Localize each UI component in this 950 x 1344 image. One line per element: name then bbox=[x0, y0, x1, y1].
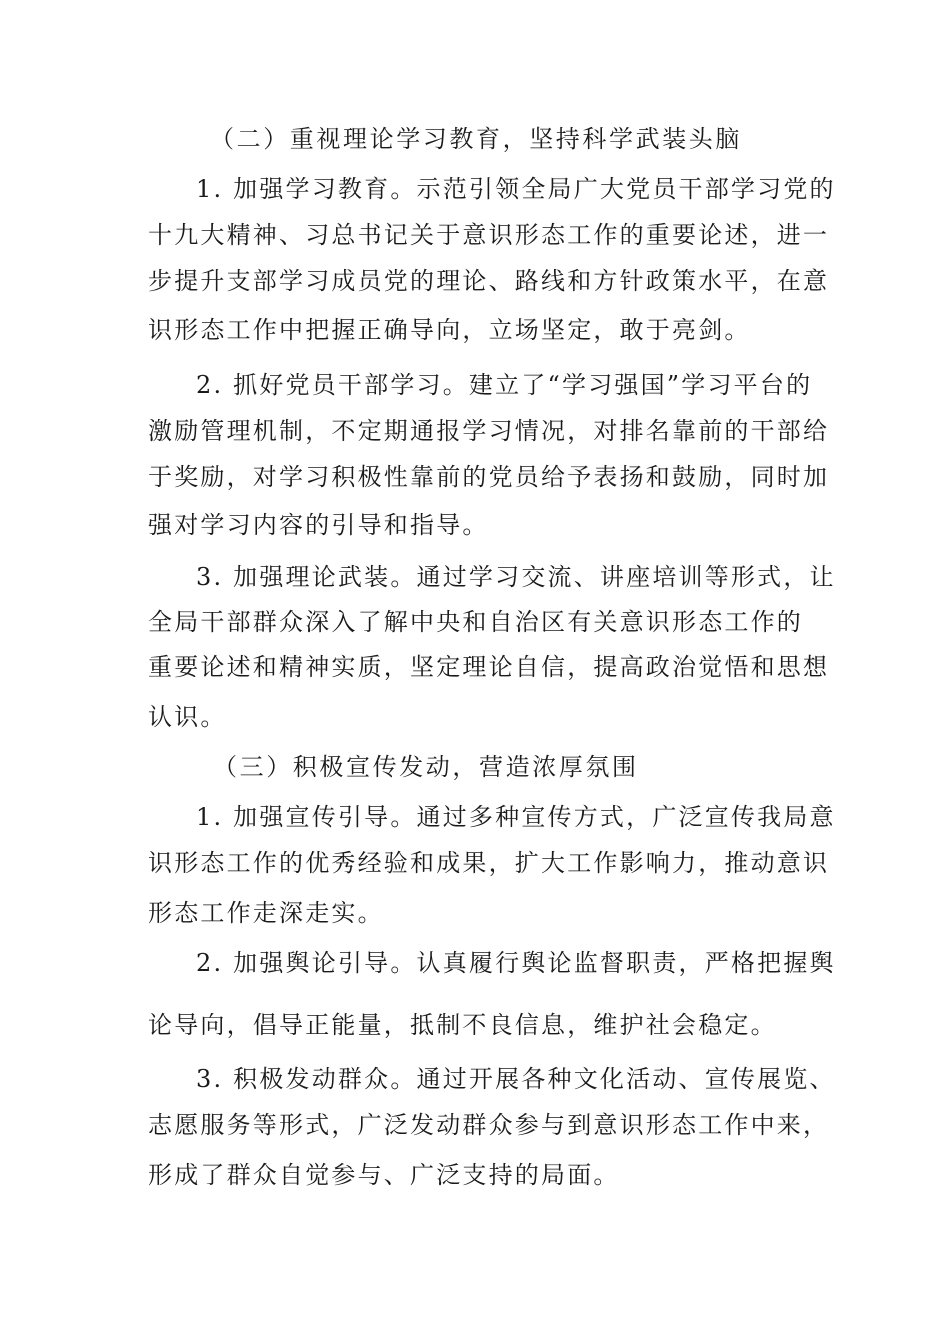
paragraph-line: 十九大精神、习总书记关于意识形态工作的重要论述，进一 bbox=[148, 221, 830, 249]
paragraph-line: 1. 加强宣传引导。通过多种宣传方式，广泛宣传我局意 bbox=[196, 803, 836, 831]
paragraph-line: 3. 加强理论武装。通过学习交流、讲座培训等形式，让 bbox=[196, 563, 836, 591]
paragraph-line: 2. 抓好党员干部学习。建立了“学习强国”学习平台的 bbox=[196, 371, 813, 399]
paragraph-line: 识形态工作的优秀经验和成果，扩大工作影响力，推动意识 bbox=[148, 849, 830, 877]
paragraph-line: 2. 加强舆论引导。认真履行舆论监督职责，严格把握舆 bbox=[196, 949, 836, 977]
paragraph-line: 识形态工作中把握正确导向，立场坚定，敢于亮剑。 bbox=[148, 316, 751, 344]
paragraph-line: 重要论述和精神实质，坚定理论自信，提高政治觉悟和思想 bbox=[148, 653, 830, 681]
paragraph-line: 步提升支部学习成员党的理论、路线和方针政策水平，在意 bbox=[148, 267, 830, 295]
paragraph-line: 全局干部群众深入了解中央和自治区有关意识形态工作的 bbox=[148, 608, 803, 636]
paragraph-line: 认识。 bbox=[148, 703, 227, 731]
paragraph-line: 强对学习内容的引导和指导。 bbox=[148, 511, 489, 539]
paragraph-line: 形态工作走深走实。 bbox=[148, 899, 384, 927]
paragraph-line: 于奖励，对学习积极性靠前的党员给予表扬和鼓励，同时加 bbox=[148, 463, 830, 491]
paragraph-line: 形成了群众自觉参与、广泛支持的局面。 bbox=[148, 1161, 620, 1189]
paragraph-line: 论导向，倡导正能量，抵制不良信息，维护社会稳定。 bbox=[148, 1011, 777, 1039]
paragraph-line: 激励管理机制，不定期通报学习情况，对排名靠前的干部给 bbox=[148, 417, 830, 445]
paragraph-line: 3. 积极发动群众。通过开展各种文化活动、宣传展览、 bbox=[196, 1065, 836, 1093]
section-heading-2: （二）重视理论学习教育，坚持科学武装头脑 bbox=[210, 125, 742, 153]
paragraph-line: 1. 加强学习教育。示范引领全局广大党员干部学习党的 bbox=[196, 175, 836, 203]
section-heading-3: （三）积极宣传发动，营造浓厚氛围 bbox=[213, 753, 639, 781]
paragraph-line: 志愿服务等形式，广泛发动群众参与到意识形态工作中来， bbox=[148, 1111, 830, 1139]
